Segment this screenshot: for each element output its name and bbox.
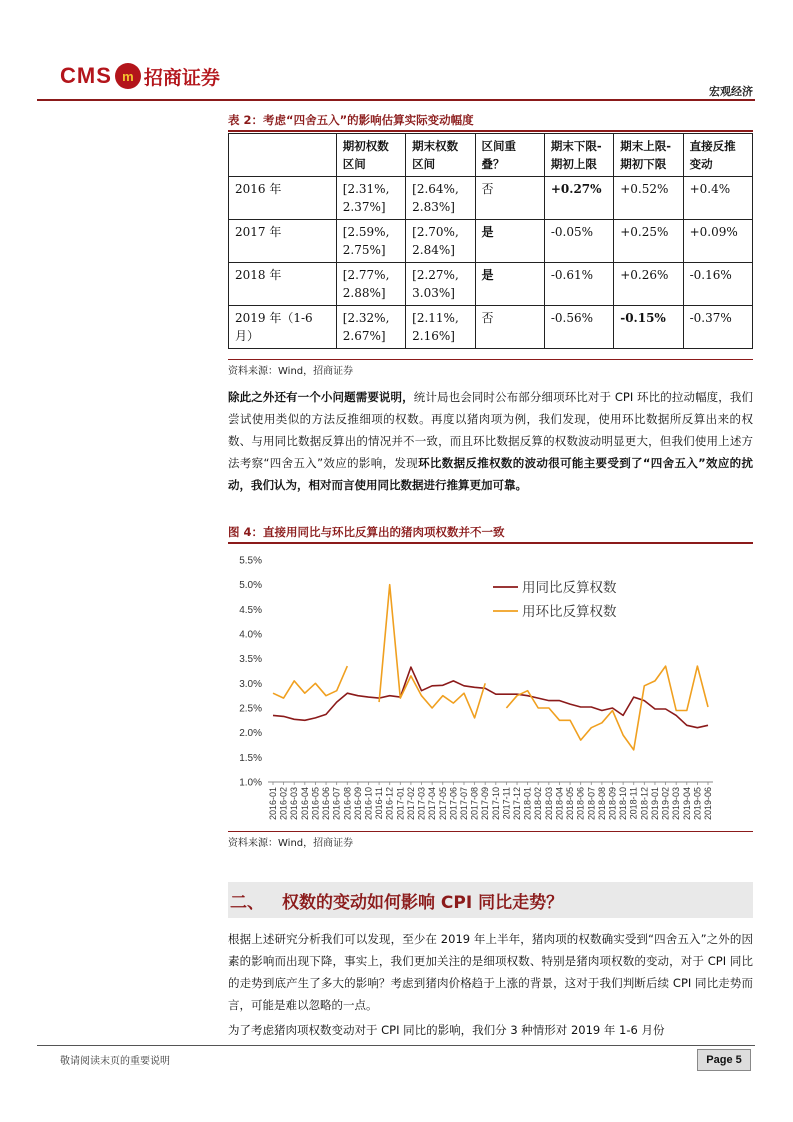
table-header-cell: 期末上限-期初下限: [614, 134, 683, 177]
x-tick-label: 2016-10: [363, 787, 374, 821]
table2-source: 资料来源：Wind，招商证券: [228, 366, 354, 377]
table-row: [229, 177, 753, 220]
table-cell: 是: [475, 220, 544, 263]
legend-label: 用同比反算权数: [522, 580, 617, 596]
x-tick-label: 2017-07: [458, 787, 469, 821]
x-tick-label: 2017-03: [416, 787, 427, 821]
x-tick-label: 2016-05: [310, 787, 321, 821]
x-tick-label: 2018-01: [522, 787, 533, 821]
x-tick-label: 2017-12: [512, 787, 523, 821]
x-tick-label: 2019-02: [660, 787, 671, 821]
y-tick-label: 4.5%: [239, 604, 262, 616]
chart-series: [273, 585, 708, 750]
table-header-cell: 期末下限-期初上限: [544, 134, 613, 177]
company-logo: [60, 60, 220, 92]
x-tick-label: 2019-06: [703, 787, 713, 821]
table-cell: -0.61%: [544, 263, 613, 306]
figure4-source: 资料来源：Wind，招商证券: [228, 838, 354, 849]
body-paragraph-3: 为了考虑猪肉项权数变动对于 CPI 同比的影响，我们分 3 种情形对 2019 年 1-6 月份: [228, 1023, 665, 1037]
legend-label: 用环比反算权数: [522, 604, 617, 620]
paragraph-lead-bold: 除此之外还有一个小问题需要说明，: [228, 390, 414, 404]
table-row: [229, 220, 753, 263]
y-tick-label: 1.5%: [239, 752, 262, 764]
x-tick-label: 2016-12: [384, 787, 395, 821]
logo-cms-text: CMS: [60, 63, 112, 88]
chart-y-axis: [239, 556, 713, 789]
x-tick-label: 2018-03: [543, 787, 554, 821]
table-cell: 2016 年: [229, 177, 337, 220]
x-tick-label: 2017-05: [437, 787, 448, 821]
table-cell: -0.56%: [544, 306, 613, 349]
x-tick-label: 2016-03: [289, 787, 300, 821]
table-header-cell: [229, 134, 337, 177]
table2: [228, 133, 753, 349]
page-number: Page 5: [697, 1049, 751, 1071]
y-tick-label: 2.0%: [239, 728, 262, 740]
x-tick-label: 2018-06: [575, 787, 586, 821]
table-header-row: [229, 134, 753, 177]
table-cell: -0.37%: [683, 306, 752, 349]
paragraph-conclusion-bold: 环比数据反推权数的波动很可能主要受到了“四舍五入”效应的扰动，我们认为，相对而言使用同比数据进行推算更加可靠。: [228, 456, 753, 492]
line-chart: [228, 545, 753, 830]
table-row: [229, 263, 753, 306]
x-tick-label: 2018-10: [618, 787, 629, 821]
table-row: [229, 306, 753, 349]
table-header-cell: 区间重叠？: [475, 134, 544, 177]
x-tick-label: 2019-01: [649, 787, 660, 821]
figure4-caption-rule: [228, 542, 753, 544]
table-cell: [2.27%, 3.03%]: [406, 263, 475, 306]
table-cell: [2.59%, 2.75%]: [336, 220, 405, 263]
footer-note: 敬请阅读末页的重要说明: [60, 1056, 170, 1067]
x-tick-label: 2019-05: [692, 787, 703, 821]
x-tick-label: 2017-09: [480, 787, 491, 821]
x-tick-label: 2017-01: [395, 787, 406, 821]
table-cell: -0.16%: [683, 263, 752, 306]
y-tick-label: 4.0%: [239, 629, 262, 641]
report-category: 宏观经济: [709, 85, 753, 98]
x-tick-label: 2016-06: [321, 787, 332, 821]
x-tick-label: 2016-02: [278, 787, 289, 821]
chart-x-axis: [268, 782, 713, 820]
table-cell: [2.31%, 2.37%]: [336, 177, 405, 220]
figure4-bottom-rule: [228, 831, 753, 832]
y-tick-label: 3.5%: [239, 654, 262, 666]
x-tick-label: 2018-11: [628, 787, 639, 820]
section-number: 二、: [230, 892, 264, 913]
header-divider: [37, 99, 755, 101]
x-tick-label: 2017-11: [501, 787, 512, 820]
table-cell: 2017 年: [229, 220, 337, 263]
x-tick-label: 2016-11: [374, 787, 385, 820]
x-tick-label: 2018-04: [554, 787, 565, 821]
x-tick-label: 2018-02: [533, 787, 544, 821]
y-tick-label: 3.0%: [239, 678, 262, 690]
table2-caption: 表 2：考虑“四舍五入”的影响估算实际变动幅度: [228, 113, 474, 127]
logo-mark-icon: m: [115, 63, 141, 89]
y-tick-label: 5.0%: [239, 580, 262, 592]
footer-divider: [37, 1045, 755, 1046]
table-header-cell: 期末权数区间: [406, 134, 475, 177]
figure4-caption: 图 4：直接用同比与环比反算出的猪肉项权数并不一致: [228, 525, 505, 539]
table-cell: +0.25%: [614, 220, 683, 263]
section-title: 权数的变动如何影响 CPI 同比走势？: [282, 892, 564, 913]
x-tick-label: 2017-06: [448, 787, 459, 821]
x-tick-label: 2018-07: [586, 787, 597, 821]
table-cell: 2019 年（1-6月）: [229, 306, 337, 349]
x-tick-label: 2017-08: [469, 787, 480, 821]
section-heading: [228, 882, 753, 918]
table-header-cell: 直接反推变动: [683, 134, 752, 177]
body-paragraph-1: [228, 386, 753, 496]
table-cell: 否: [475, 177, 544, 220]
table-cell: [2.77%, 2.88%]: [336, 263, 405, 306]
y-tick-label: 2.5%: [239, 703, 262, 715]
x-tick-label: 2016-01: [268, 787, 278, 821]
table-cell: +0.09%: [683, 220, 752, 263]
paragraph-body: 统计局也会同时公布部分细项环比对于 CPI 环比的拉动幅度，我们尝试使用类似的方法反推细项的权数。再度以猪肉项为例，我们发现，使用环比数据所反算出来的权数、与用同比数据反算出的情况并不一致，而且环比数据反算的权数波动明显更大，但我们使用上述方法考察“四舍五入”效应的影响，发现: [228, 390, 754, 470]
table-cell: [2.11%, 2.16%]: [406, 306, 475, 349]
x-tick-label: 2016-04: [299, 787, 310, 821]
x-tick-label: 2018-12: [639, 787, 650, 821]
chart-legend: [493, 579, 617, 620]
table-cell: 否: [475, 306, 544, 349]
x-tick-label: 2019-04: [681, 787, 692, 821]
x-tick-label: 2017-02: [405, 787, 416, 821]
table2-caption-rule: [228, 130, 753, 132]
x-tick-label: 2017-04: [427, 787, 438, 821]
table-cell: [2.64%, 2.83%]: [406, 177, 475, 220]
y-tick-label: 1.0%: [239, 777, 262, 789]
table-cell: +0.26%: [614, 263, 683, 306]
table-header-cell: 期初权数区间: [336, 134, 405, 177]
table2-bottom-rule: [228, 359, 753, 360]
table-cell: 2018 年: [229, 263, 337, 306]
table-cell: [2.32%, 2.67%]: [336, 306, 405, 349]
table-cell: +0.4%: [683, 177, 752, 220]
logo-company-name: 招商证券: [143, 66, 220, 89]
y-tick-label: 5.5%: [239, 555, 262, 567]
x-tick-label: 2018-09: [607, 787, 618, 821]
x-tick-label: 2016-08: [342, 787, 353, 821]
table-cell: +0.27%: [544, 177, 613, 220]
x-tick-label: 2018-08: [596, 787, 607, 821]
table-cell: -0.15%: [614, 306, 683, 349]
x-tick-label: 2016-09: [352, 787, 363, 821]
table-cell: 是: [475, 263, 544, 306]
x-tick-label: 2017-10: [490, 787, 501, 821]
x-tick-label: 2018-05: [565, 787, 576, 821]
table-cell: [2.70%, 2.84%]: [406, 220, 475, 263]
table-cell: +0.52%: [614, 177, 683, 220]
table-cell: -0.05%: [544, 220, 613, 263]
body-paragraph-2: 根据上述研究分析我们可以发现，至少在 2019 年上半年，猪肉项的权数确实受到“四舍五入”之外的因素的影响而出现下降，事实上，我们更加关注的是细项权数、特别是猪肉项权数的变动，对于 CPI 同比的走势到底产生了多大的影响？考虑到猪肉价格趋于上涨的背景，这对于我们判断后续 CPI 同比走势而言，可能是难以忽略的一点。: [228, 932, 753, 1012]
series-line: [273, 585, 708, 750]
x-tick-label: 2016-07: [331, 787, 342, 821]
x-tick-label: 2019-03: [671, 787, 682, 821]
